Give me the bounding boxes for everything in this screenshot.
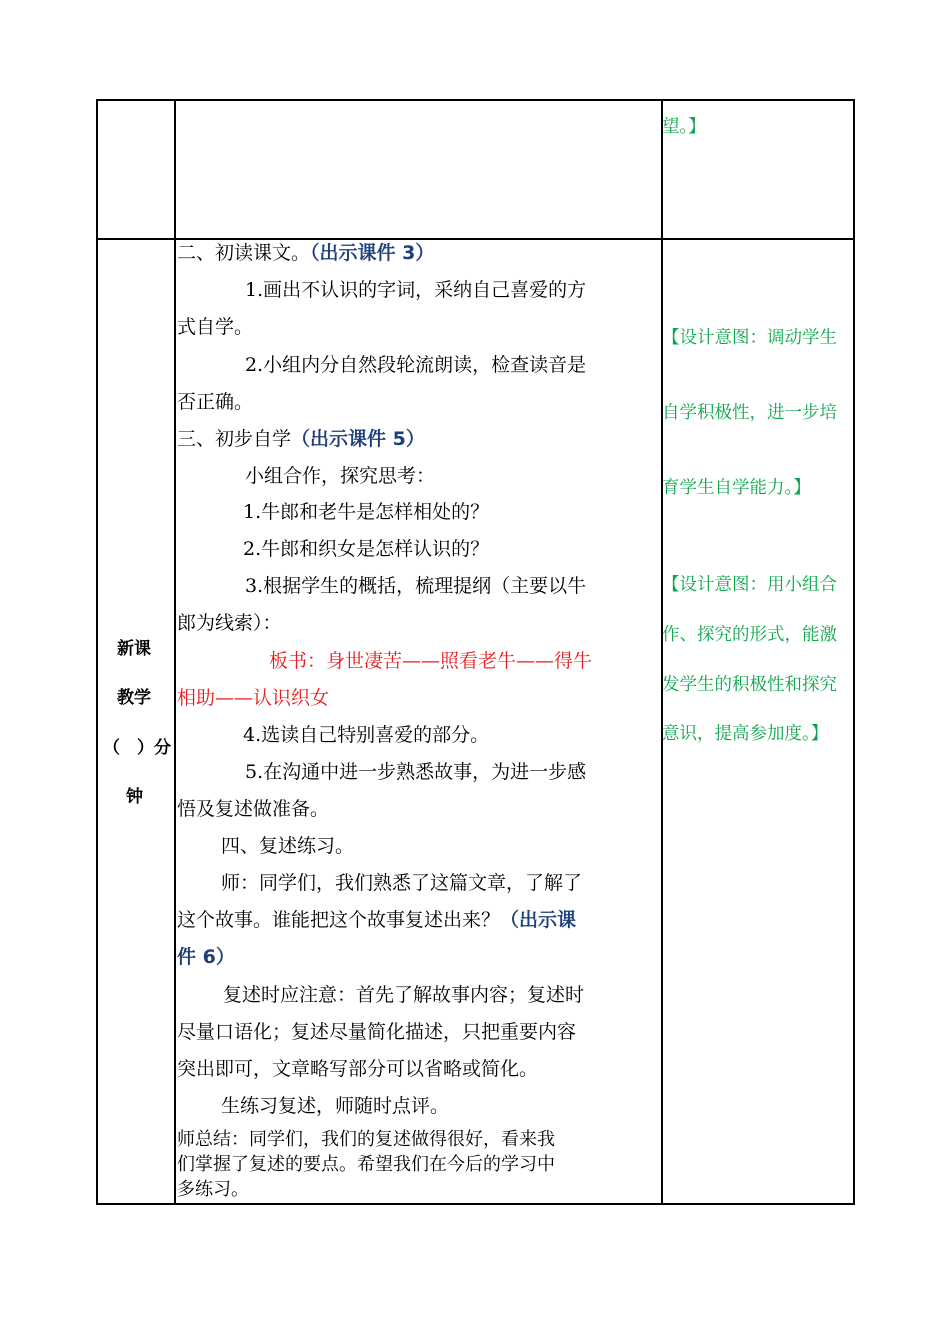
design-note-2-line4: 意识，提高参加度。】 bbox=[662, 724, 829, 744]
s2-item2-line1: 2.小组内分自然段轮流朗读，检查读音是 bbox=[245, 354, 587, 376]
column-divider-1 bbox=[174, 99, 176, 1205]
summary-line2: 们掌握了复述的要点。希望我们在今后的学习中 bbox=[177, 1154, 555, 1175]
practice-line: 生练习复述，师随时点评。 bbox=[221, 1095, 450, 1117]
notice-line1: 复述时应注意：首先了解故事内容；复述时 bbox=[223, 984, 585, 1006]
board-writing-line2: 相助——认识织女 bbox=[177, 687, 330, 709]
s2-item1-line2: 式自学。 bbox=[177, 316, 254, 338]
summary-line3: 多练习。 bbox=[177, 1179, 249, 1200]
section-label-line2: 教学 bbox=[117, 688, 151, 708]
teacher-line2: 这个故事。谁能把这个故事复述出来？（出示课 bbox=[177, 909, 577, 931]
courseware-ref-continued: 件 6） bbox=[177, 946, 235, 968]
design-note-1-line1: 【设计意图：调动学生 bbox=[662, 328, 837, 348]
s3-question-4: 4.选读自己特别喜爱的部分。 bbox=[243, 724, 490, 746]
notice-line2: 尽量口语化；复述尽量简化描述，只把重要内容 bbox=[177, 1021, 577, 1043]
design-note-2-line3: 发学生的积极性和探究 bbox=[662, 675, 837, 695]
s3-question-3-line1: 3.根据学生的概括，梳理提纲（主要以牛 bbox=[245, 575, 587, 597]
s2-item2-line2: 否正确。 bbox=[177, 391, 254, 413]
teacher-line1: 师：同学们，我们熟悉了这篇文章，了解了 bbox=[221, 872, 583, 894]
courseware-ref: （出示课件 5） bbox=[291, 428, 425, 450]
section-label-line4: 钟 bbox=[126, 787, 143, 807]
column-divider-2 bbox=[661, 99, 663, 1205]
s3-intro: 小组合作，探究思考： bbox=[245, 465, 436, 487]
design-note-2-line1: 【设计意图：用小组合 bbox=[662, 575, 837, 595]
section-3-heading: 三、初步自学（出示课件 5） bbox=[177, 428, 425, 450]
summary-line1: 师总结：同学们，我们的复述做得很好，看来我 bbox=[177, 1129, 555, 1150]
design-note-1-line3: 育学生自学能力。】 bbox=[662, 478, 811, 498]
design-note-tail: 望。】 bbox=[662, 117, 706, 137]
courseware-ref: （出示课件 3） bbox=[310, 242, 435, 264]
design-note-2-line2: 作、探究的形式，能激 bbox=[662, 625, 837, 645]
row-divider bbox=[96, 238, 855, 240]
s2-item1-line1: 1.画出不认识的字词，采纳自己喜爱的方 bbox=[245, 279, 587, 301]
design-note-1-line2: 自学积极性，进一步培 bbox=[662, 403, 837, 423]
section-label-line1: 新课 bbox=[117, 639, 151, 659]
notice-line3: 突出即可，文章略写部分可以省略或简化。 bbox=[177, 1058, 539, 1080]
section-4-heading: 四、复述练习。 bbox=[221, 835, 355, 857]
section-label-line3: （ ）分 bbox=[103, 738, 171, 758]
s3-question-1: 1.牛郎和老牛是怎样相处的？ bbox=[243, 501, 490, 523]
section-2-heading: 二、初读课文。（出示课件 3） bbox=[177, 242, 435, 264]
board-writing-line1: 板书：身世凄苦——照看老牛——得牛 bbox=[269, 650, 593, 672]
s3-question-5-line2: 悟及复述做准备。 bbox=[177, 798, 330, 820]
s3-question-5-line1: 5.在沟通中进一步熟悉故事，为进一步感 bbox=[245, 761, 587, 783]
courseware-ref: （出示课 bbox=[500, 909, 577, 931]
s3-question-2: 2.牛郎和织女是怎样认识的？ bbox=[243, 538, 490, 560]
s3-question-3-line2: 郎为线索）： bbox=[177, 612, 282, 634]
